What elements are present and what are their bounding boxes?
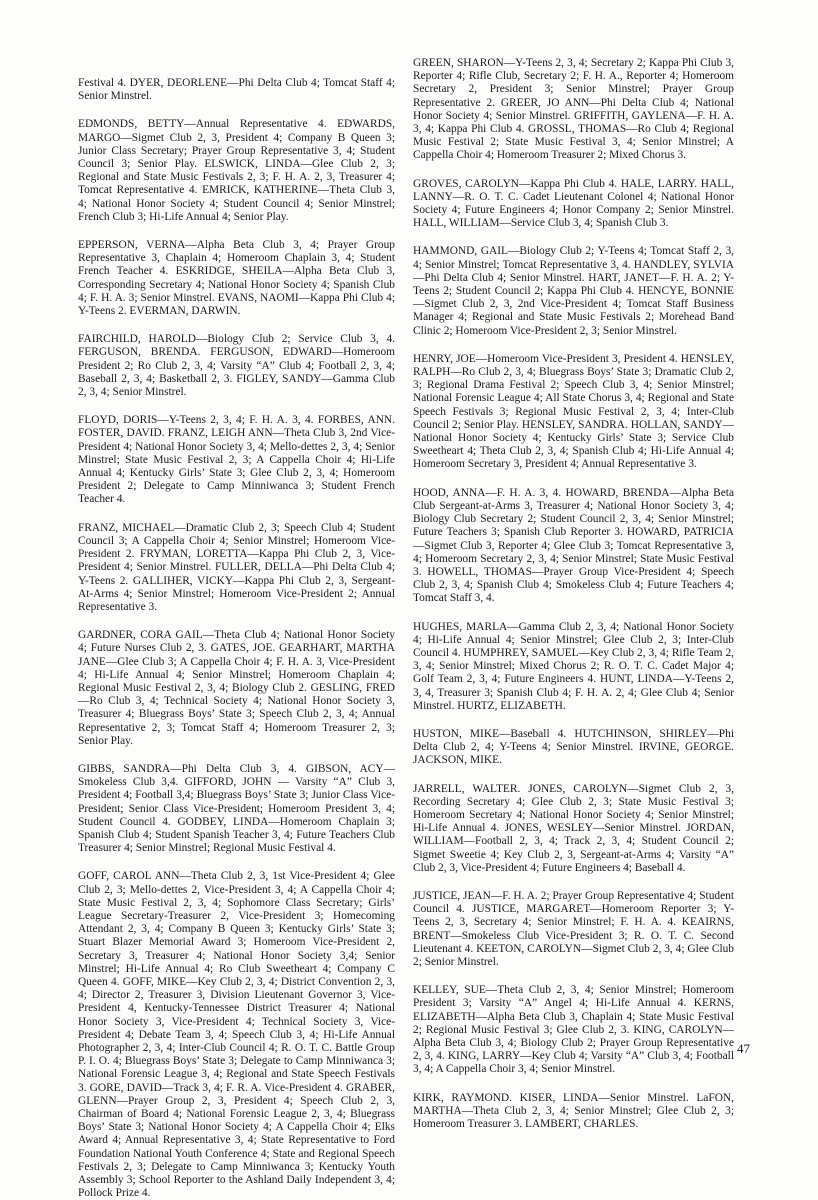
- senior-entry-paragraph: GREEN, SHARON—Y-Teens 2, 3, 4; Secretary 2; Kappa Phi Club 3, Reporter 4; Rifle Club, Secretary 2; F. H. A., Reporter 4; Homeroom Secretary 2, President 3; Senior Minstrel; Prayer Group Representative 2. GREER, JO ANN—Phi Delta Club 4; National Honor Society 4; Senior Minstrel. GRIFFITH, GAYLENA—F. H. A. 3, 4; Kappa Phi Club 4. GROSSL, THOMAS—Ro Club 4; Regional Music Festival 2; State Music Festival 3, 4; Senior Minstrel; A Cappella Choir 4; Homeroom Treasurer 2; Mixed Chorus 3.: [413, 57, 734, 162]
- senior-entry-paragraph: Festival 4. DYER, DEORLENE—Phi Delta Club 4; Tomcat Staff 4; Senior Minstrel.: [78, 77, 395, 103]
- senior-entry-paragraph: GOFF, CAROL ANN—Theta Club 2, 3, 1st Vice-President 4; Glee Club 2, 3; Mello-dettes 2, Vice-President 3, 4; A Cappella Choir 4; State Music Festival 2, 3, 4; Sophomore Class Secretary; Girls’ League Secretary-Treasurer 2, Vice-President 3; Homecoming Attendant 2, 3, 4; Company B Queen 3; Kentucky Girls’ State 3; Stuart Blazer Memorial Award 3; Homeroom Vice-President 2, Secretary 3, Treasurer 4; National Honor Society 3,4; Senior Minstrel; Hi-Life Annual 4; Ro Club Sweetheart 4; Company C Queen 4. GOFF, MIKE—Key Club 2, 3, 4; District Convention 2, 3, 4; Director 2, Treasurer 3, Division Lieutenant Governor 3, Vice-President 4, Kentucky-Tennessee District Treasurer 4; National Honor Society 3, Vice-President 4; Technical Society 3, Vice-President 4; Debate Team 3, 4; Speech Club 3, 4; Hi-Life Annual Photographer 2, 3, 4; Inter-Club Council 4; R. O. T. C. Battle Group P. I. O. 4; Bluegrass Boys’ State 3; Delegate to Camp Minniwanca 3; National Forensic League 3, 4; Regional and State Speech Festivals 3. GORE, DAVID—Track 3, 4; F. R. A. Vice-President 4. GRABER, GLENN—Prayer Group 2, 3, President 4; Speech Club 2, 3, Chairman of Board 4; National Forensic League 2, 3, 4; Bluegrass Boys’ State 3; National Honor Society 4; A Cappella Choir 4; Elks Award 4; Annual Representative 3, 4; State Representative to Ford Foundation National Youth Conference 4; State and Regional Speech Festivals 2, 3; Delegate to Camp Minniwanca 3; Kentucky Youth Assembly 3; School Reporter to the Ashland Daily Independent 3, 4; Pollock Prize 4.: [78, 870, 395, 1200]
- senior-entry-paragraph: EPPERSON, VERNA—Alpha Beta Club 3, 4; Prayer Group Representative 3, Chaplain 4; Homeroom Chaplain 3, 4; Student French Teacher 4. ESKRIDGE, SHEILA—Alpha Beta Club 3, Corresponding Secretary 4; National Honor Society 4; Spanish Club 4; F. H. A. 3; Senior Minstrel. EVANS, NAOMI—Kappa Phi Club 4; Y-Teens 2. EVERMAN, DARWIN.: [78, 239, 395, 318]
- senior-entry-paragraph: GARDNER, CORA GAIL—Theta Club 4; National Honor Society 4; Future Nurses Club 2, 3. GATES, JOE. GEARHART, MARTHA JANE—Glee Club 3; A Cappella Choir 4; F. H. A. 3, Vice-President 4; Hi-Life Annual 4; Senior Minstrel; Homeroom Chaplain 4; Regional Music Festival 2, 3, 4; Biology Club 2. GESLING, FRED—Ro Club 3, 4; Technical Society 4; National Honor Society 3, Treasurer 4; Bluegrass Boys’ State 3; Speech Club 2, 3, 4; Annual Representative 2, 3; Tomcat Staff 4; Homeroom Treasurer 2, 3; Senior Play.: [78, 629, 395, 747]
- senior-entry-paragraph: JARRELL, WALTER. JONES, CAROLYN—Sigmet Club 2, 3, Recording Secretary 4; Glee Club 2, 3; State Music Festival 3; Homeroom Secretary 4; National Honor Society 4; Senior Minstrel; Hi-Life Annual 4. JONES, WESLEY—Senior Minstrel. JORDAN, WILLIAM—Football 2, 3, 4; Track 2, 3, 4; Student Council 2; Sigmet Sweetie 4; Key Club 2, 3, Sergeant-at-Arms 4; Varsity “A” Club 2, 3, Vice-President 4; Future Engineers 4; Baseball 4.: [413, 782, 734, 874]
- senior-entry-paragraph: HUGHES, MARLA—Gamma Club 2, 3, 4; National Honor Society 4; Hi-Life Annual 4; Senior Minstrel; Glee Club 2, 3; Inter-Club Council 4. HUMPHREY, SAMUEL—Key Club 2, 3, 4; Rifle Team 2, 3, 4; Senior Minstrel; Mixed Chorus 2; R. O. T. C. Cadet Major 4; Golf Team 2, 3, 4; Future Engineers 4. HUNT, LINDA—Y-Teens 2, 3, 4, Treasurer 3; Spanish Club 4; F. H. A. 2, 4; Glee Club 4; Senior Minstrel. HURTZ, ELIZABETH.: [413, 620, 734, 712]
- senior-entry-paragraph: EDMONDS, BETTY—Annual Representative 4. EDWARDS, MARGO—Sigmet Club 2, 3, President 4; Company B Queen 3; Junior Class Secretary; Prayer Group Representative 3, 4; Student Council 3; Senior Play. ELSWICK, LINDA—Glee Club 2, 3; Regional and State Music Festivals 2, 3; F. H. A. 2, 3, Treasurer 4; Tomcat Representative 4. EMRICK, KATHERINE—Theta Club 3, 4; National Honor Society 4; Student Council 4; Senior Minstrel; French Club 3; Hi-Life Annual 4; Senior Play.: [78, 118, 395, 223]
- left-column: [78, 77, 395, 1200]
- senior-entry-paragraph: KIRK, RAYMOND. KISER, LINDA—Senior Minstrel. LaFON, MARTHA—Theta Club 2, 3, 4; Senior Minstrel; Glee Club 2, 3; Homeroom Treasurer 3. LAMBERT, CHARLES.: [413, 1091, 734, 1131]
- senior-entry-paragraph: FRANZ, MICHAEL—Dramatic Club 2, 3; Speech Club 4; Student Council 3; A Cappella Choir 4; Senior Minstrel; Homeroom Vice-President 2. FRYMAN, LORETTA—Kappa Phi Club 2, 3, Vice-President 4; Senior Minstrel. FULLER, DELLA—Phi Delta Club 4; Y-Teens 2. GALLIHER, VICKY—Kappa Phi Club 2, 3, Sergeant-At-Arms 4; Senior Minstrel; Homeroom Vice-President 2; Annual Representative 3.: [78, 521, 395, 613]
- senior-entry-paragraph: FLOYD, DORIS—Y-Teens 2, 3, 4; F. H. A. 3, 4. FORBES, ANN. FOSTER, DAVID. FRANZ, LEIGH ANN—Theta Club 3, 2nd Vice-President 4; National Honor Society 3, 4; Mello-dettes 2, 3, 4; Senior Minstrel; State Music Festival 2, 3; A Cappella Choir 4; Hi-Life Annual 4; Kentucky Girls’ State 3; Glee Club 2, 3, 4; Homeroom President 2; Delegate to Camp Minniwanca 3; Student French Teacher 4.: [78, 414, 395, 506]
- page-number: 47: [737, 1041, 750, 1056]
- senior-entry-paragraph: HOOD, ANNA—F. H. A. 3, 4. HOWARD, BRENDA—Alpha Beta Club Sergeant-at-Arms 3, Treasurer 4; National Honor Society 3, 4; Biology Club Secretary 2; Student Council 2, 3, 4; Senior Minstrel; Future Teachers 3; Spanish Club Reporter 3. HOWARD, PATRICIA —Sigmet Club 3, Reporter 4; Glee Club 3; Tomcat Representative 3, 4; Homeroom Secretary 2, 3, 4; Senior Minstrel; State Music Festival 3. HOWELL, THOMAS—Prayer Group Vice-President 4; Speech Club 2, 3, 4; Spanish Club 4; Smokeless Club 4; Future Teachers 4; Tomcat Staff 3, 4.: [413, 486, 734, 605]
- senior-entry-paragraph: GROVES, CAROLYN—Kappa Phi Club 4. HALE, LARRY. HALL, LANNY—R. O. T. C. Cadet Lieutenant Colonel 4; National Honor Society 4; Future Engineers 4; Honor Company 2; Senior Minstrel. HALL, WILLIAM—Service Club 3, 4; Spanish Club 3.: [413, 177, 734, 230]
- senior-entry-paragraph: JUSTICE, JEAN—F. H. A. 2; Prayer Group Representative 4; Student Council 4. JUSTICE, MARGARET—Homeroom Reporter 3; Y-Teens 2, 3, Secretary 4; Senior Minstrel; F. H. A. 4. KEAIRNS, BRENT—Smokeless Club Vice-President 3; R. O. T. C. Second Lieutenant 4. KEETON, CAROLYN—Sigmet Club 2, 3, 4; Glee Club 2; Senior Minstrel.: [413, 889, 734, 968]
- senior-entry-paragraph: KELLEY, SUE—Theta Club 2, 3, 4; Senior Minstrel; Homeroom President 3; Varsity “A” Angel 4; Hi-Life Annual 4. KERNS, ELIZABETH—Alpha Beta Club 3, Chaplain 4; State Music Festival 2; Regional Music Festival 3; Glee Club 2, 3. KING, CAROLYN—Alpha Beta Club 3, 4; Biology Club 2; Prayer Group Representative 2, 3, 4. KING, LARRY—Key Club 4; Varsity “A” Club 3, 4; Football 3, 4; A Cappella Choir 3, 4; Senior Minstrel.: [413, 984, 734, 1076]
- senior-entry-paragraph: GIBBS, SANDRA—Phi Delta Club 3, 4. GIBSON, ACY—Smokeless Club 3,4. GIFFORD, JOHN — Varsity “A” Club 3, President 4; Football 3,4; Bluegrass Boys’ State 3; Junior Class Vice-President; Senior Class Vice-President; Homeroom President 3, 4; Student Council 4. GODBEY, LINDA—Homeroom Chaplain 3; Spanish Club 4; Student Spanish Teacher 3, 4; Future Teachers Club Treasurer 4; Senior Minstrel; Regional Music Festival 4.: [78, 762, 395, 855]
- right-column: [413, 57, 734, 1131]
- senior-entry-paragraph: FAIRCHILD, HAROLD—Biology Club 2; Service Club 3, 4. FERGUSON, BRENDA. FERGUSON, EDWARD—Homeroom President 2; Ro Club 2, 3, 4; Varsity “A” Club 4; Football 2, 3, 4; Baseball 2, 3, 4; Basketball 2, 3. FIGLEY, SANDY—Gamma Club 2, 3, 4; Senior Minstrel.: [78, 333, 395, 399]
- senior-entry-paragraph: HAMMOND, GAIL—Biology Club 2; Y-Teens 4; Tomcat Staff 2, 3, 4; Senior Minstrel; Tomcat Representative 3, 4. HANDLEY, SYLVIA—Phi Delta Club 4; Senior Minstrel. HART, JANET—F. H. A. 2; Y-Teens 2; Student Council 2; Kappa Phi Club 4. HENCYE, BONNIE—Sigmet Club 2, 3, 2nd Vice-President 4; Tomcat Staff Business Manager 4; Regional and State Music Festivals 2; Morehead Band Clinic 2; Homeroom Vice-President 2, 3; Senior Minstrel.: [413, 245, 734, 337]
- senior-entry-paragraph: HENRY, JOE—Homeroom Vice-President 3, President 4. HENSLEY, RALPH—Ro Club 2, 3, 4; Bluegrass Boys’ State 3; Dramatic Club 2, 3; Regional Drama Festival 2; Speech Club 3, 4; Senior Minstrel; National Forensic League 4; All State Chorus 3, 4; Regional and State Speech Festivals 3; Regional Music Festival 2, 3, 4; Inter-Club Council 2; Senior Play. HENSLEY, SANDRA. HOLLAN, SANDY—National Honor Society 4; Kentucky Girls’ State 3; Service Club Sweetheart 4; Theta Club 2, 3, 4; Spanish Club 4; Hi-Life Annual 4; Homeroom Secretary 3, President 4; Annual Representative 3.: [413, 352, 734, 471]
- senior-entry-paragraph: HUSTON, MIKE—Baseball 4. HUTCHINSON, SHIRLEY—Phi Delta Club 2, 4; Y-Teens 4; Senior Minstrel. IRVINE, GEORGE. JACKSON, MIKE.: [413, 727, 734, 767]
